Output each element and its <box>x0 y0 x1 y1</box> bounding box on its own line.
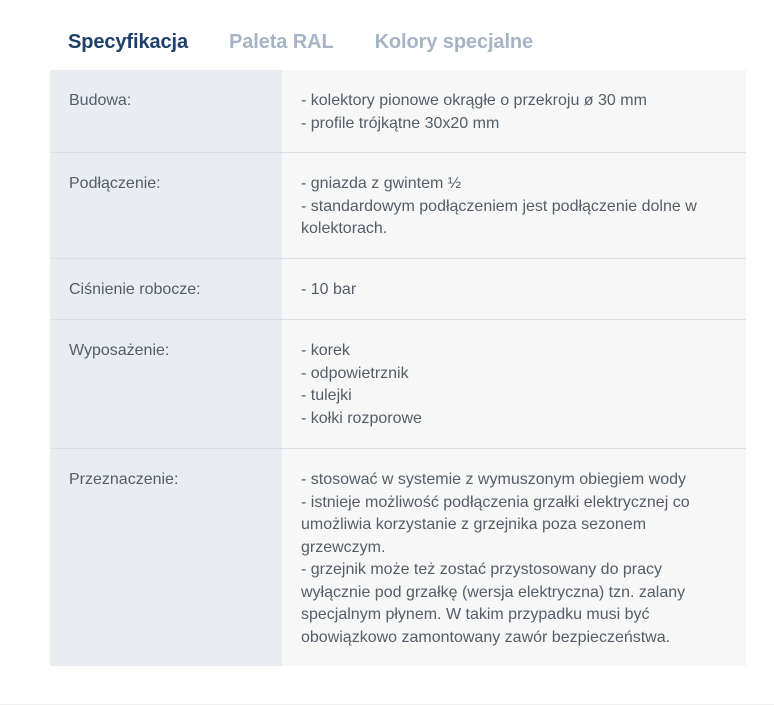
spec-value-line: - korek <box>301 342 350 359</box>
spec-value-line: kolektorach. <box>301 220 388 237</box>
footer-divider <box>0 704 774 705</box>
spec-label: Ciśnienie robocze: <box>69 281 201 298</box>
spec-row-cisnienie <box>50 259 746 320</box>
spec-value-line: - kołki rozporowe <box>301 409 422 427</box>
tab-kolory-specjalne[interactable]: Kolory specjalne <box>374 30 534 53</box>
spec-value-line: grzewczym. <box>301 538 386 556</box>
spec-value-line: - kolektory pionowe okrągłe o przekroju ø 30 mm <box>301 92 647 109</box>
spec-value-line: - istnieje możliwość podłączenia grzałki elektrycznej co <box>301 493 690 511</box>
spec-value-line: - gniazda z gwintem ½ <box>301 175 462 192</box>
tab-bar <box>68 28 574 56</box>
spec-value-line: obowiązkowo zamontowany zawór bezpieczeństwa. <box>301 628 671 646</box>
spec-label: Przeznaczenie: <box>69 471 179 488</box>
spec-label: Budowa: <box>69 92 132 109</box>
spec-row-budowa <box>50 70 746 153</box>
spec-value-line: - 10 bar <box>301 281 357 298</box>
spec-row-podlaczenie <box>50 153 746 259</box>
spec-row-przeznaczenie <box>50 449 746 666</box>
spec-value <box>301 340 721 430</box>
spec-value-line: wyłącznie pod grzałkę (wersja elektryczna) tzn. zalany <box>301 583 686 601</box>
spec-value-line: - stosować w systemie z wymuszonym obiegiem wody <box>301 471 687 488</box>
spec-label: Wyposażenie: <box>69 342 170 359</box>
spec-value-line: - grzejnik może też zostać przystosowany do pracy <box>301 561 663 578</box>
spec-value <box>301 90 721 135</box>
spec-value-line: umożliwia korzystanie z grzejnika poza sezonem <box>301 516 647 533</box>
spec-value-line: - profile trójkątne 30x20 mm <box>301 114 500 132</box>
spec-value <box>301 469 721 649</box>
tab-specyfikacja[interactable]: Specyfikacja <box>68 30 188 53</box>
spec-value-line: - tulejki <box>301 387 352 404</box>
spec-label: Podłączenie: <box>69 175 161 192</box>
spec-value-line: - standardowym podłączeniem jest podłączenie dolne w <box>301 197 697 215</box>
specification-table <box>50 70 746 666</box>
spec-value-line: - odpowietrznik <box>301 364 409 382</box>
spec-row-wyposazenie <box>50 320 746 449</box>
spec-value-line: specjalnym płynem. W takim przypadku musi być <box>301 606 650 623</box>
spec-value <box>301 279 721 302</box>
tab-paleta-ral[interactable]: Paleta RAL <box>229 30 334 53</box>
spec-value <box>301 173 721 241</box>
